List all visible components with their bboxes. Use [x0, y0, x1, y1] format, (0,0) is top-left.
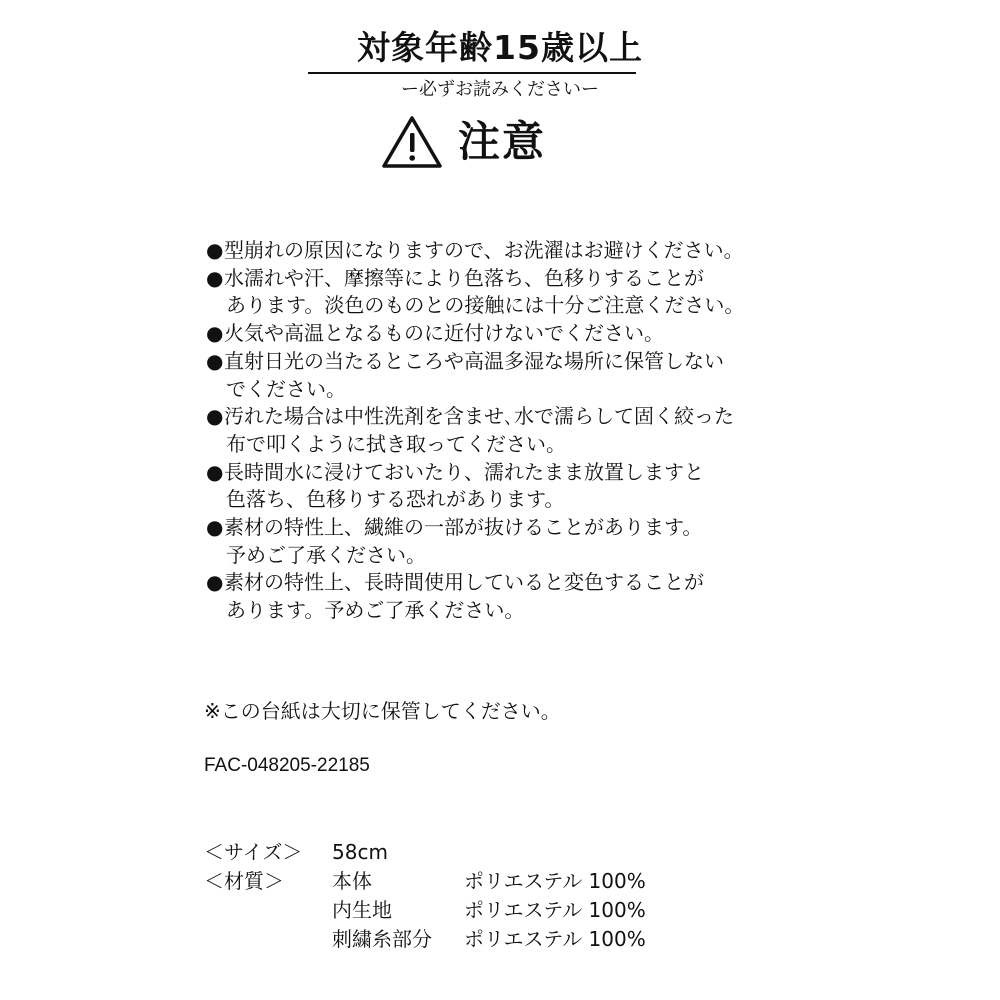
note-item: [206, 348, 796, 403]
note-line: 型崩れの原因になりますので、お洗濯はお避けください。: [224, 238, 744, 262]
spec-row-material: [204, 896, 804, 925]
material-value: ポリエステル 100%: [464, 898, 646, 922]
bullet: ●: [206, 265, 224, 290]
spec-row-size: [204, 838, 804, 867]
caution-notes-list: [206, 237, 796, 625]
note-line: 色落ち、色移りする恐れがあります。: [226, 487, 565, 512]
age-notice-title: 対象年齢15歳以上: [357, 28, 643, 67]
note-line: 水濡れや汗、摩擦等により色落ち、色移りすることが: [224, 265, 704, 290]
title-underline: [308, 72, 636, 74]
note-item: [206, 237, 796, 265]
note-item: [206, 320, 796, 348]
note-line: 直射日光の当たるところや高温多湿な場所に保管しない: [224, 348, 724, 373]
note-line: あります。淡色のものとの接触には十分ご注意ください。: [226, 293, 745, 318]
note-line: 予めご了承ください。: [226, 542, 426, 567]
note-line: 布で叩くように拭き取ってください。: [226, 431, 566, 456]
note-line: 汚れた場合は中性洗剤を含ませ､水で濡らして固く絞った: [224, 404, 734, 429]
material-part: 本体: [332, 869, 372, 893]
note-item: [206, 265, 796, 320]
spec-row-material: [204, 925, 804, 954]
note-item: [206, 514, 796, 569]
keep-card-notice: ※この台紙は大切に保管してください。: [204, 699, 561, 723]
product-code: FAC-048205-22185: [204, 755, 370, 776]
note-line: 長時間水に浸けておいたり、濡れたまま放置しますと: [224, 459, 704, 484]
size-label: ＜サイズ＞: [204, 840, 303, 864]
material-value: ポリエステル 100%: [464, 927, 646, 951]
note-line: 素材の特性上、長時間使用していると変色することが: [224, 570, 704, 595]
material-part: 内生地: [332, 898, 392, 922]
spec-row-material: [204, 867, 804, 896]
spec-table: [204, 838, 804, 954]
warning-triangle-icon: [380, 114, 444, 170]
read-notice: ー必ずお読みくださいー: [401, 79, 599, 100]
caution-label: 注意: [458, 117, 547, 166]
size-value: 58cm: [332, 840, 388, 864]
material-label: ＜材質＞: [204, 869, 284, 893]
bullet: ●: [206, 570, 224, 595]
bullet: ●: [206, 238, 224, 262]
bullet: ●: [206, 459, 224, 484]
note-item: [206, 459, 796, 514]
note-line: あります。予めご了承ください。: [226, 598, 525, 623]
caution-heading: [380, 112, 546, 172]
material-value: ポリエステル 100%: [464, 869, 646, 893]
note-line: 火気や高温となるものに近付けないでください。: [224, 321, 664, 346]
note-line: でください。: [226, 376, 346, 401]
note-line: 素材の特性上、繊維の一部が抜けることがあります。: [224, 515, 703, 540]
bullet: ●: [206, 321, 224, 346]
material-part: 刺繍糸部分: [332, 927, 432, 951]
bullet: ●: [206, 404, 224, 429]
note-item: [206, 569, 796, 624]
bullet: ●: [206, 348, 224, 373]
note-item: [206, 403, 796, 458]
bullet: ●: [206, 515, 224, 540]
